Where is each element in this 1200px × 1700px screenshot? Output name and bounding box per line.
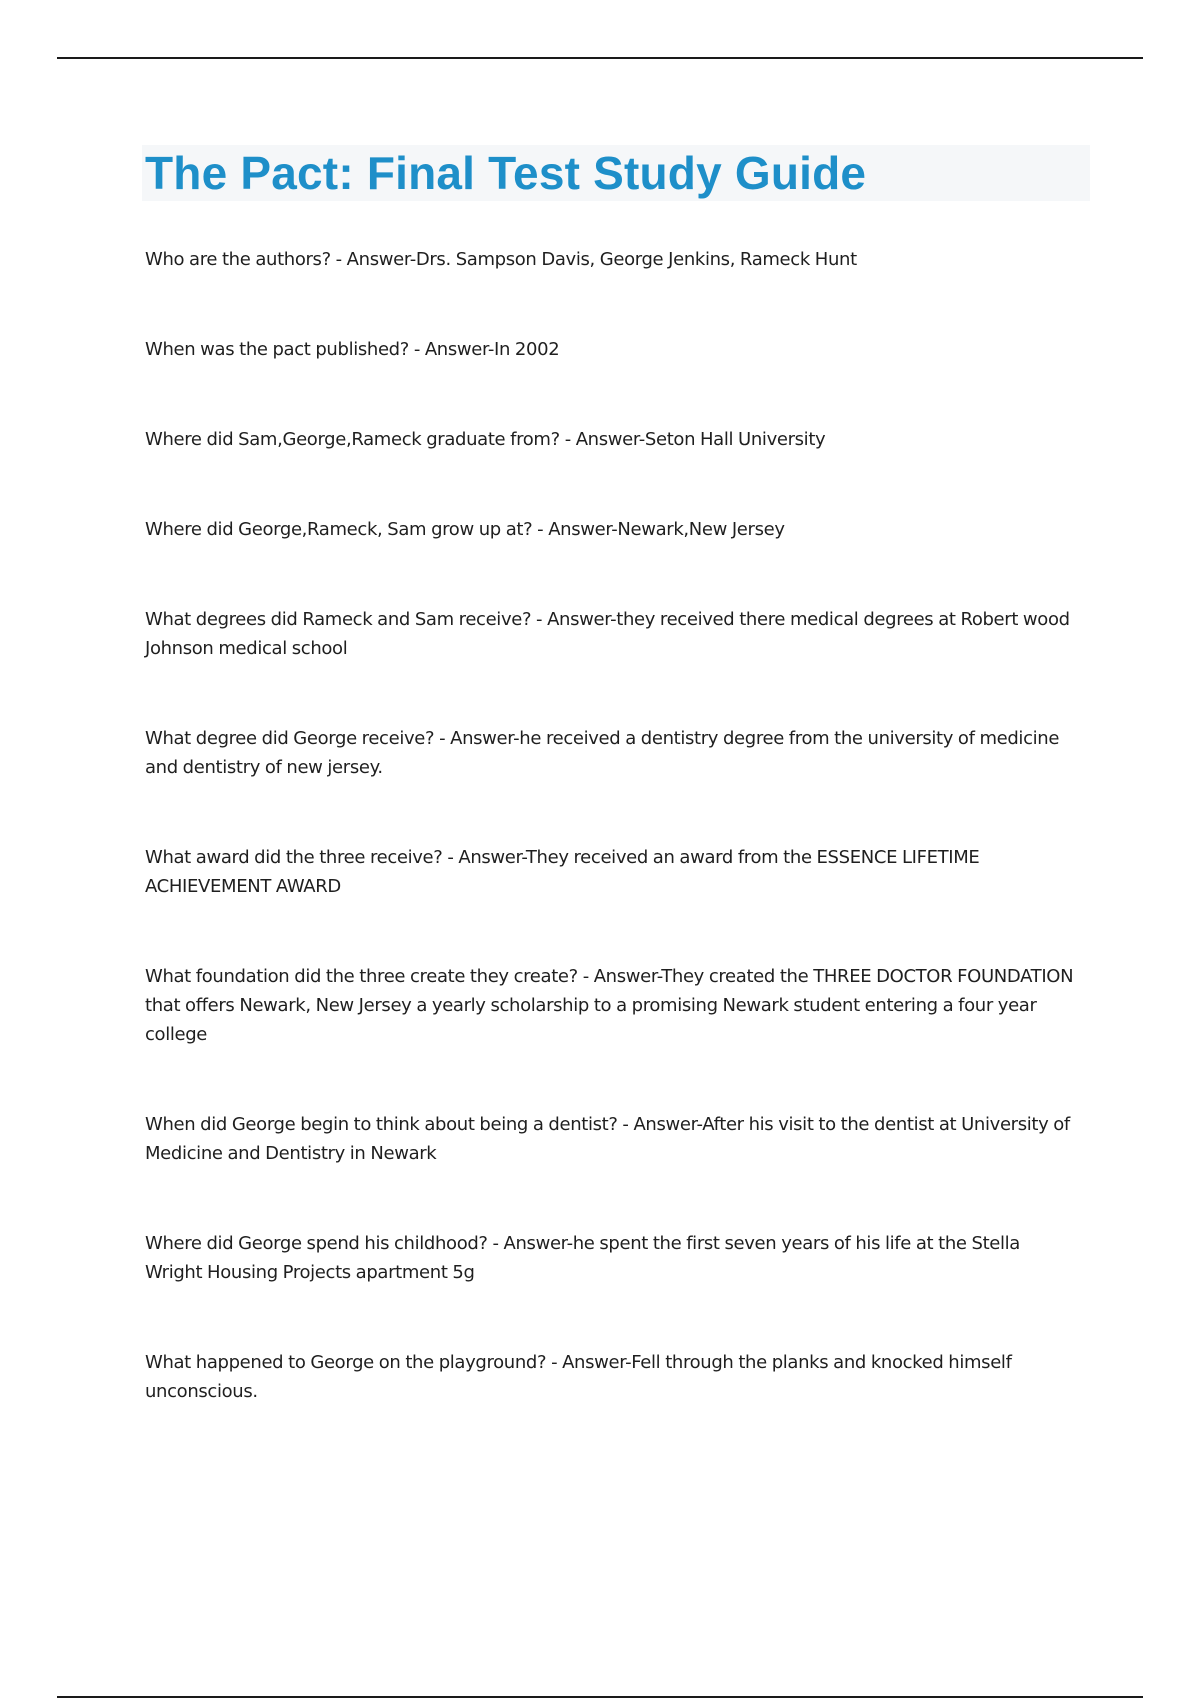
qa-item: What degree did George receive? - Answer-he received a dentistry degree from the university of medicine and dentistry of new jersey.	[145, 728, 1060, 778]
qa-item: Where did George spend his childhood? - Answer-he spent the first seven years of his life at the Stella Wright Housing Projects apartment 5g	[145, 1233, 1020, 1283]
document-title: The Pact: Final Test Study Guide	[145, 147, 867, 199]
qa-item: When was the pact published? - Answer-In 2002	[145, 339, 560, 360]
title-banner	[142, 145, 1090, 201]
qa-item: What foundation did the three create they create? - Answer-They created the THREE DOCTOR FOUNDATION that offers Newark, New Jersey a yearly scholarship to a promising Newark student entering a four year college	[145, 966, 1074, 1045]
qa-item: What degrees did Rameck and Sam receive? - Answer-they received there medical degrees at Robert wood Johnson medical school	[145, 609, 1070, 659]
qa-item: What award did the three receive? - Answer-They received an award from the ESSENCE LIFETIME ACHIEVEMENT AWARD	[145, 847, 980, 897]
qa-item: Where did George,Rameck, Sam grow up at? - Answer-Newark,New Jersey	[145, 519, 785, 540]
qa-item: What happened to George on the playground? - Answer-Fell through the planks and knocked himself unconscious.	[145, 1352, 1012, 1402]
qa-item: Who are the authors? - Answer-Drs. Sampson Davis, George Jenkins, Rameck Hunt	[145, 249, 857, 270]
qa-item: Where did Sam,George,Rameck graduate from? - Answer-Seton Hall University	[145, 429, 826, 450]
bottom-rule	[57, 1696, 1143, 1698]
qa-item: When did George begin to think about being a dentist? - Answer-After his visit to the dentist at University of Medicine and Dentistry in Newark	[145, 1114, 1070, 1164]
qa-list	[145, 245, 1075, 1467]
top-rule	[57, 57, 1143, 59]
